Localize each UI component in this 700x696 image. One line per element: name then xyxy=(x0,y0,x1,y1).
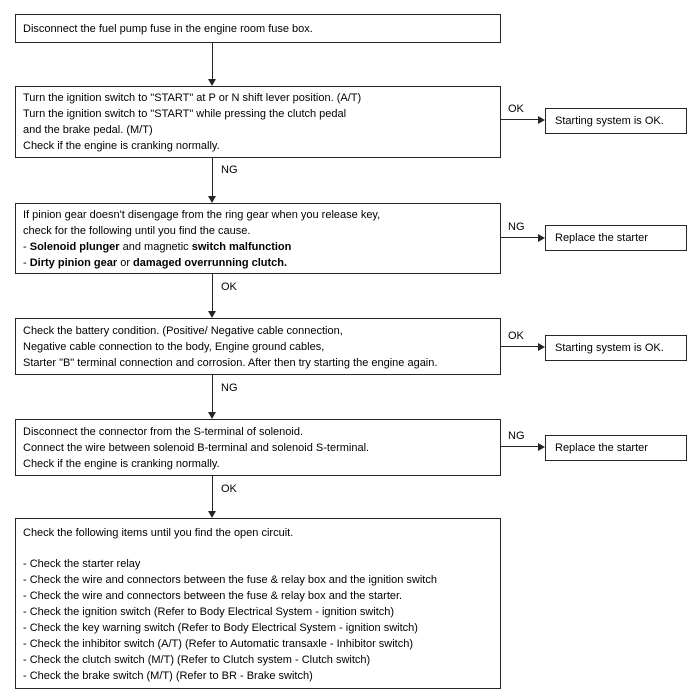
flow-step-disconnect-fuel-pump-fuse xyxy=(15,14,501,43)
down-arrow-line-1 xyxy=(212,43,213,79)
down-arrow-label-ng-1: NG xyxy=(221,164,238,176)
branch-arrowhead-icon-4 xyxy=(538,443,545,451)
flow-text-line: Disconnect the connector from the S-terminal of solenoid. xyxy=(23,425,304,438)
result-text: Replace the starter xyxy=(555,442,648,454)
flow-step-pinion-gear-check xyxy=(15,203,501,274)
text-segment-bold: Solenoid plunger xyxy=(29,240,120,253)
flow-text-line: Check if the engine is cranking normally. xyxy=(23,457,220,470)
result-text: Replace the starter xyxy=(555,232,648,244)
branch-arrowhead-icon-2 xyxy=(538,234,545,242)
flow-step-turn-ignition-start xyxy=(15,86,501,158)
result-box-replace-starter-2 xyxy=(545,435,687,461)
result-box-starting-ok-2 xyxy=(545,335,687,361)
branch-label-ok-2: OK xyxy=(508,330,524,342)
text-segment: - xyxy=(23,240,30,253)
flow-text-line: Check the battery condition. (Positive/ Negative cable connection, xyxy=(23,324,343,337)
flow-text-line: Turn the ignition switch to "START" at P or N shift lever position. (A/T) xyxy=(23,92,362,104)
text-segment: or xyxy=(117,256,134,269)
down-arrowhead-icon-2 xyxy=(208,196,216,203)
flow-text-line: check for the following until you find the cause. xyxy=(23,224,251,237)
flow-text-line: Turn the ignition switch to "START" while pressing the clutch pedal xyxy=(23,108,347,120)
flow-text-line: and the brake pedal. (M/T) xyxy=(23,124,153,136)
branch-arrow-line-1 xyxy=(501,119,538,120)
down-arrow-line-4 xyxy=(212,375,213,412)
flow-text-line xyxy=(23,239,493,255)
flow-step-open-circuit-checklist xyxy=(15,518,501,689)
down-arrow-line-5 xyxy=(212,476,213,511)
flow-text-line: Disconnect the fuel pump fuse in the engine room fuse box. xyxy=(23,22,313,35)
result-box-starting-ok-1 xyxy=(545,108,687,134)
down-arrow-label-ng-2: NG xyxy=(221,382,238,394)
flow-step-battery-condition xyxy=(15,318,501,375)
text-segment-bold: Dirty pinion gear xyxy=(29,256,118,269)
branch-label-ok-1: OK xyxy=(508,103,524,115)
text-segment-bold: damaged overrunning clutch. xyxy=(133,256,288,269)
checklist-item: - Check the ignition switch (Refer to Body Electrical System - ignition switch) xyxy=(23,606,395,618)
checklist-item: - Check the wire and connectors between the fuse & relay box and the starter. xyxy=(23,590,403,602)
checklist-item: - Check the inhibitor switch (A/T) (Refer to Automatic transaxle - Inhibitor switch) xyxy=(23,638,414,650)
branch-arrowhead-icon-3 xyxy=(538,343,545,351)
down-arrow-line-3 xyxy=(212,274,213,311)
flow-text-line: Negative cable connection to the body, Engine ground cables, xyxy=(23,340,325,353)
blank-line xyxy=(23,541,493,556)
checklist-item: - Check the starter relay xyxy=(23,558,141,570)
checklist-item: - Check the brake switch (M/T) (Refer to BR - Brake switch) xyxy=(23,670,313,682)
down-arrowhead-icon-3 xyxy=(208,311,216,318)
branch-label-ng-2: NG xyxy=(508,430,525,442)
down-arrow-line-2 xyxy=(212,158,213,196)
result-box-replace-starter-1 xyxy=(545,225,687,251)
down-arrowhead-icon-1 xyxy=(208,79,216,86)
branch-arrowhead-icon-1 xyxy=(538,116,545,124)
text-segment-bold: switch malfunction xyxy=(191,240,292,253)
branch-arrow-line-4 xyxy=(501,446,538,447)
flow-text-line: Check if the engine is cranking normally. xyxy=(23,140,220,152)
text-segment: and magnetic xyxy=(119,240,192,253)
down-arrow-label-ok-1: OK xyxy=(221,281,237,293)
flow-text-line: Starter "B" terminal connection and corrosion. After then try starting the engine again. xyxy=(23,356,438,369)
branch-arrow-line-2 xyxy=(501,237,538,238)
result-text: Starting system is OK. xyxy=(555,115,664,127)
checklist-item: - Check the clutch switch (M/T) (Refer to Clutch system - Clutch switch) xyxy=(23,654,371,666)
flow-text-line xyxy=(23,255,493,271)
checklist-item: - Check the wire and connectors between the fuse & relay box and the ignition switch xyxy=(23,574,437,586)
result-text: Starting system is OK. xyxy=(555,342,664,354)
flow-text-line: If pinion gear doesn't disengage from the ring gear when you release key, xyxy=(23,208,381,221)
branch-arrow-line-3 xyxy=(501,346,538,347)
flow-text-line: Connect the wire between solenoid B-terminal and solenoid S-terminal. xyxy=(23,441,370,454)
down-arrow-label-ok-2: OK xyxy=(221,483,237,495)
down-arrowhead-icon-5 xyxy=(208,511,216,518)
checklist-item: - Check the key warning switch (Refer to Body Electrical System - ignition switch) xyxy=(23,622,418,634)
down-arrowhead-icon-4 xyxy=(208,412,216,419)
flow-text-line: Check the following items until you find the open circuit. xyxy=(23,527,294,539)
branch-label-ng-1: NG xyxy=(508,221,525,233)
text-segment: - xyxy=(23,256,30,269)
flow-step-solenoid-terminal-test xyxy=(15,419,501,476)
